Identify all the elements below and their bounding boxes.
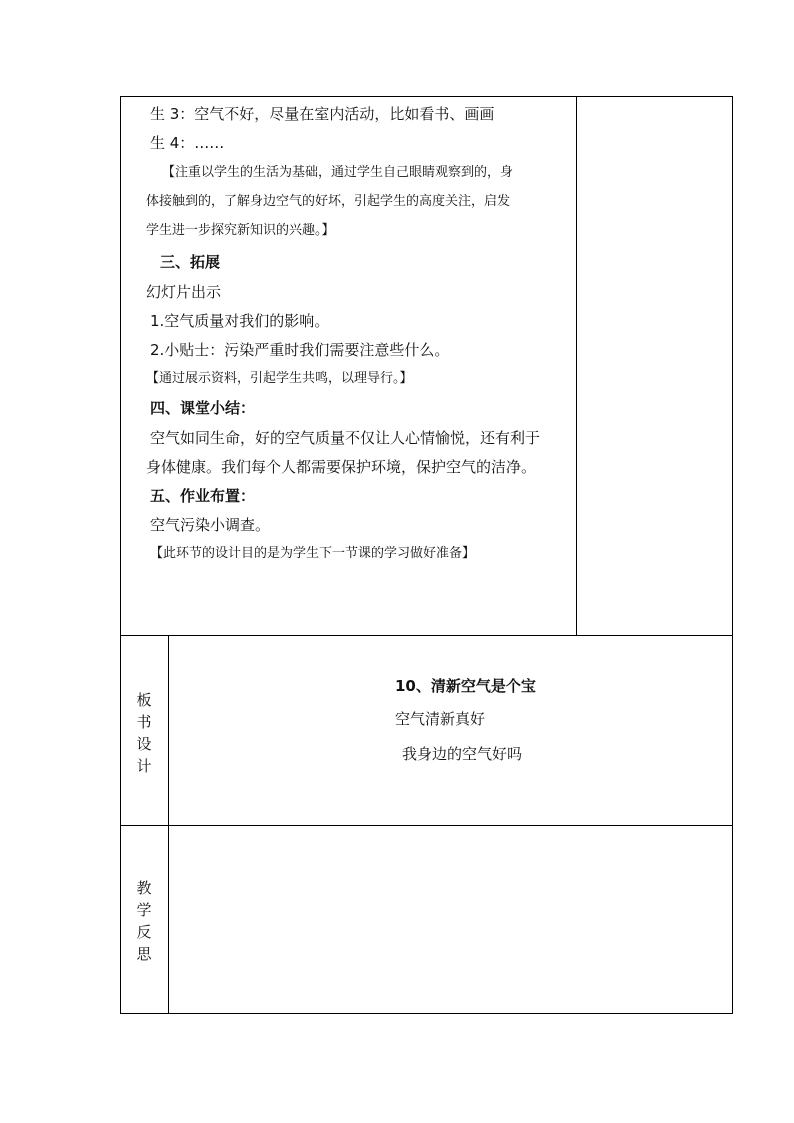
table-border-left: [120, 96, 121, 1014]
section-4-heading: 四、课堂小结：: [150, 399, 256, 417]
reflection-label-char-2: 学: [136, 901, 152, 919]
reflection-label-char-3: 反: [136, 923, 152, 941]
board-design-label-char-4: 计: [136, 757, 152, 775]
reflection-label-char-4: 思: [136, 945, 152, 963]
design-note-1-line-1: 【注重以学生的生活为基础，通过学生自己眼睛观察到的，身: [162, 165, 514, 180]
table-border-right: [732, 96, 733, 1014]
design-note-1-line-3: 学生进一步探究新知识的兴趣。】: [146, 223, 335, 238]
table-border-bottom: [120, 1013, 733, 1014]
student-4-answer: 生 4：……: [150, 134, 225, 152]
design-note-1-line-2: 体接触到的，了解身边空气的好坏，引起学生的高度关注，启发: [146, 194, 511, 209]
section-3-heading: 三、拓展: [160, 253, 221, 271]
row-divider-2: [120, 825, 733, 826]
summary-line-1: 空气如同生命，好的空气质量不仅让人心情愉悦，还有利于: [150, 429, 541, 447]
slide-intro: 幻灯片出示: [146, 283, 222, 301]
board-title: 10、清新空气是个宝: [395, 677, 536, 695]
board-design-label-char-1: 板: [136, 691, 152, 709]
homework-text: 空气污染小调查。: [150, 516, 271, 534]
student-3-answer: 生 3：空气不好，尽量在室内活动，比如看书、画画: [150, 105, 495, 123]
design-note-3: 【此环节的设计目的是为学生下一节课的学习做好准备】: [150, 546, 476, 561]
row-divider-1: [120, 635, 733, 636]
board-line-1: 空气清新真好: [395, 710, 486, 728]
slide-item-1: 1.空气质量对我们的影响。: [150, 312, 330, 330]
label-column-divider: [168, 635, 169, 1013]
top-cell-divider: [576, 96, 577, 636]
design-note-2: 【通过展示资料，引起学生共鸣，以理导行。】: [146, 371, 413, 386]
reflection-label-char-1: 教: [136, 879, 152, 897]
board-design-label-char-2: 书: [136, 713, 152, 731]
summary-line-2: 身体健康。我们每个人都需要保护环境，保护空气的洁净。: [146, 458, 537, 476]
board-line-2: 我身边的空气好吗: [402, 745, 523, 763]
table-border-top: [120, 96, 733, 97]
board-design-label-char-3: 设: [136, 735, 152, 753]
slide-item-2: 2.小贴士：污染严重时我们需要注意些什么。: [150, 341, 450, 359]
section-5-heading: 五、作业布置：: [150, 487, 256, 505]
